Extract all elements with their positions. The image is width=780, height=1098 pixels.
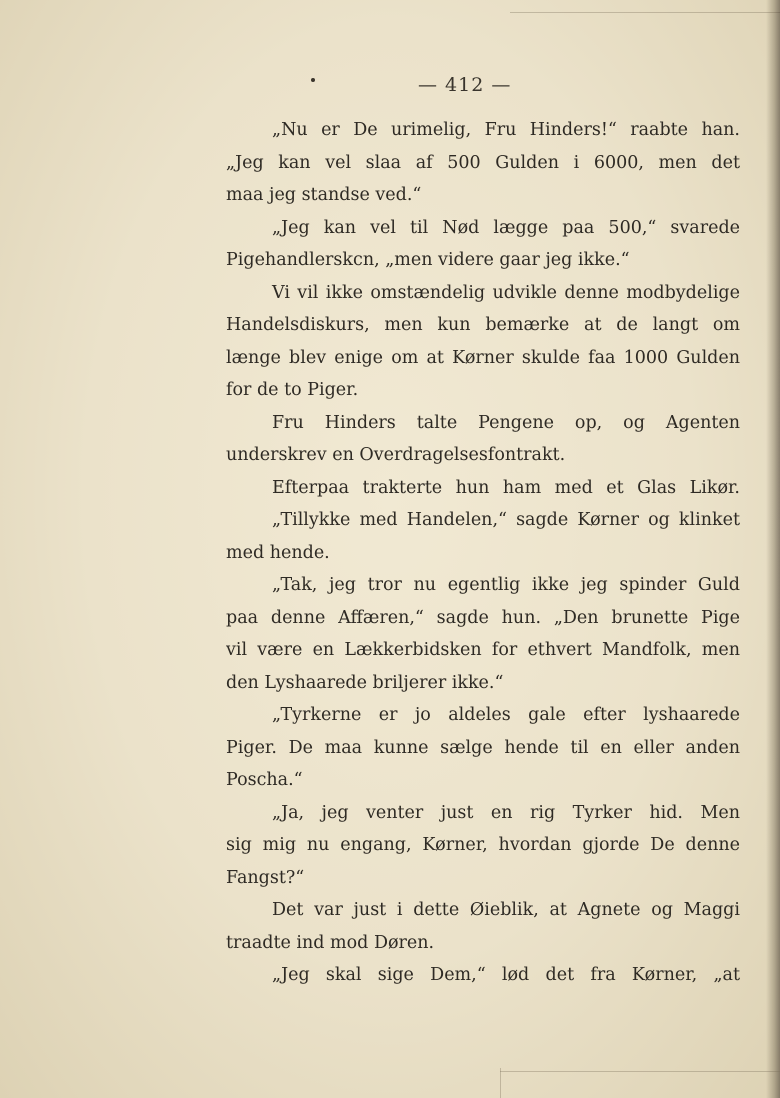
ink-speck (311, 78, 315, 82)
text-line: „Tyrkerne er jo aldeles gale efter lyshaarede (272, 705, 740, 725)
text-line: længe blev enige om at Kørner skulde faa 1000 Gulden (226, 347, 740, 368)
text-line: „Nu er De urimelig, Fru Hinders!“ raabte han. (272, 120, 740, 140)
text-line: underskrev en Overdragelsesfontrakt. (226, 445, 566, 465)
text-line: „Jeg kan vel slaa af 500 Gulden i 6000, men det (226, 152, 740, 173)
text-line: med hende. (226, 542, 330, 563)
body-text (226, 114, 740, 992)
text-line: Handelsdiskurs, men kun bemærke at de langt om (226, 315, 740, 335)
text-line: „Jeg skal sige Dem,“ lød det fra Kørner, „at (272, 965, 740, 985)
text-line: sig mig nu engang, Kørner, hvordan gjorde De denne (226, 835, 740, 855)
text-line: traadte ind mod Døren. (226, 932, 435, 953)
page-edge-top (510, 12, 780, 13)
text-line: maa jeg standse ved.“ (226, 185, 422, 205)
text-line: „Tak, jeg tror nu egentlig ikke jeg spinder Guld (272, 575, 740, 595)
page-edge-bottom (500, 1071, 780, 1072)
text-line: for de to Piger. (226, 380, 359, 400)
text-line: Fangst?“ (226, 867, 305, 888)
page-edge-bottom-corner (500, 1068, 501, 1098)
text-line: Piger. De maa kunne sælge hende til en eller anden (226, 737, 740, 758)
text-line: „Jeg kan vel til Nød lægge paa 500,“ svarede (272, 217, 740, 238)
page-number-header: — 412 — (418, 74, 512, 96)
text-line: „Ja, jeg venter just en rig Tyrker hid. Men (272, 802, 740, 823)
text-line: Vi vil ikke omstændelig udvikle denne modbydelige (272, 282, 740, 303)
page-edge-right-shadow (766, 0, 780, 1098)
text-line: den Lyshaarede briljerer ikke.“ (226, 672, 504, 693)
text-line: Fru Hinders talte Pengene op, og Agenten (272, 412, 740, 433)
text-line: „Tillykke med Handelen,“ sagde Kørner og klinket (272, 510, 740, 530)
text-line: paa denne Affæren,“ sagde hun. „Den brunette Pige (226, 607, 740, 628)
text-line: Det var just i dette Øieblik, at Agnete og Maggi (272, 900, 740, 920)
text-line: vil være en Lækkerbidsken for ethvert Mandfolk, men (226, 640, 740, 660)
text-line: Poscha.“ (226, 770, 303, 790)
text-line: Efterpaa trakterte hun ham med et Glas Likør. (272, 477, 740, 498)
text-line: Pigehandlerskcn, „men videre gaar jeg ikke.“ (226, 250, 630, 270)
